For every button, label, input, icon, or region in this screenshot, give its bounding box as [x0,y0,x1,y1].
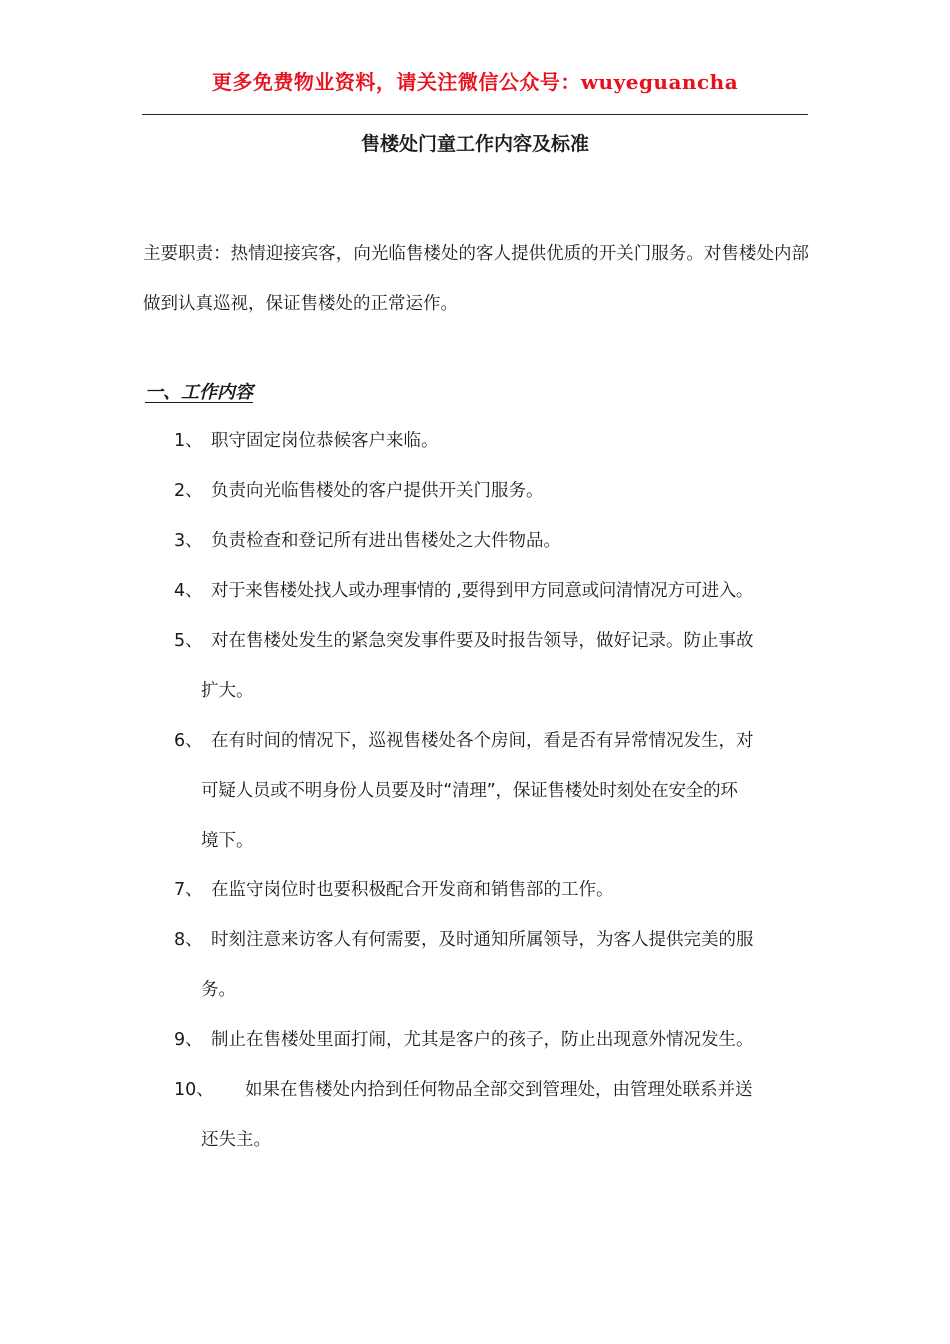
list-item-text: 还失主。 [201,1130,271,1150]
list-item-number: 10、 [174,1080,214,1100]
list-item-text: 职守固定岗位恭候客户来临。 [211,431,439,451]
list-item-number: 9、 [174,1030,203,1050]
list-item-text: 扩大。 [201,681,254,701]
list-item-text: 可疑人员或不明身份人员要及时“清理”，保证售楼处时刻处在安全的环 [201,781,738,801]
list-item-number: 7、 [174,880,203,900]
list-item-text: 如果在售楼处内拾到任何物品全部交到管理处，由管理处联系并送 [245,1080,753,1100]
list-item-number: 4、 [174,581,203,601]
list-item-number: 1、 [174,431,203,451]
list-item-text: 境下。 [201,831,254,851]
list-item-text: 在监守岗位时也要积极配合开发商和销售部的工作。 [211,880,614,900]
section-heading: 一、工作内容 [145,382,253,403]
list-item-number: 3、 [174,531,203,551]
list-item-text: 在有时间的情况下，巡视售楼处各个房间，看是否有异常情况发生，对 [211,731,754,751]
list-item-text: 负责向光临售楼处的客户提供开关门服务。 [211,481,544,501]
list-item-text: 时刻注意来访客人有何需要，及时通知所属领导，为客人提供完美的服 [211,930,754,950]
list-item-text: 对在售楼处发生的紧急突发事件要及时报告领导，做好记录。防止事故 [211,631,754,651]
list-item-text: 务。 [201,980,236,1000]
list-item-number: 2、 [174,481,203,501]
list-item-text: 制止在售楼处里面打闹，尤其是客户的孩子，防止出现意外情况发生。 [211,1030,754,1050]
list-item-text: 负责检查和登记所有进出售楼处之大件物品。 [211,531,561,551]
list-item-number: 8、 [174,930,203,950]
list-item-number: 6、 [174,731,203,751]
header-banner: 更多免费物业资料，请关注微信公众号：wuyeguancha [211,70,739,94]
duties-paragraph: 主要职责：热情迎接宾客，向光临售楼处的客人提供优质的开关门服务。对售楼处内部做到认真巡视，保证售楼处的正常运作。 [143,244,809,314]
document-title: 售楼处门童工作内容及标准 [360,133,589,155]
list-item-text: 对于来售楼处找人或办理事情的 ,要得到甲方同意或问清情况方可进入。 [211,581,754,601]
list-item-number: 5、 [174,631,203,651]
header-divider [142,114,808,115]
